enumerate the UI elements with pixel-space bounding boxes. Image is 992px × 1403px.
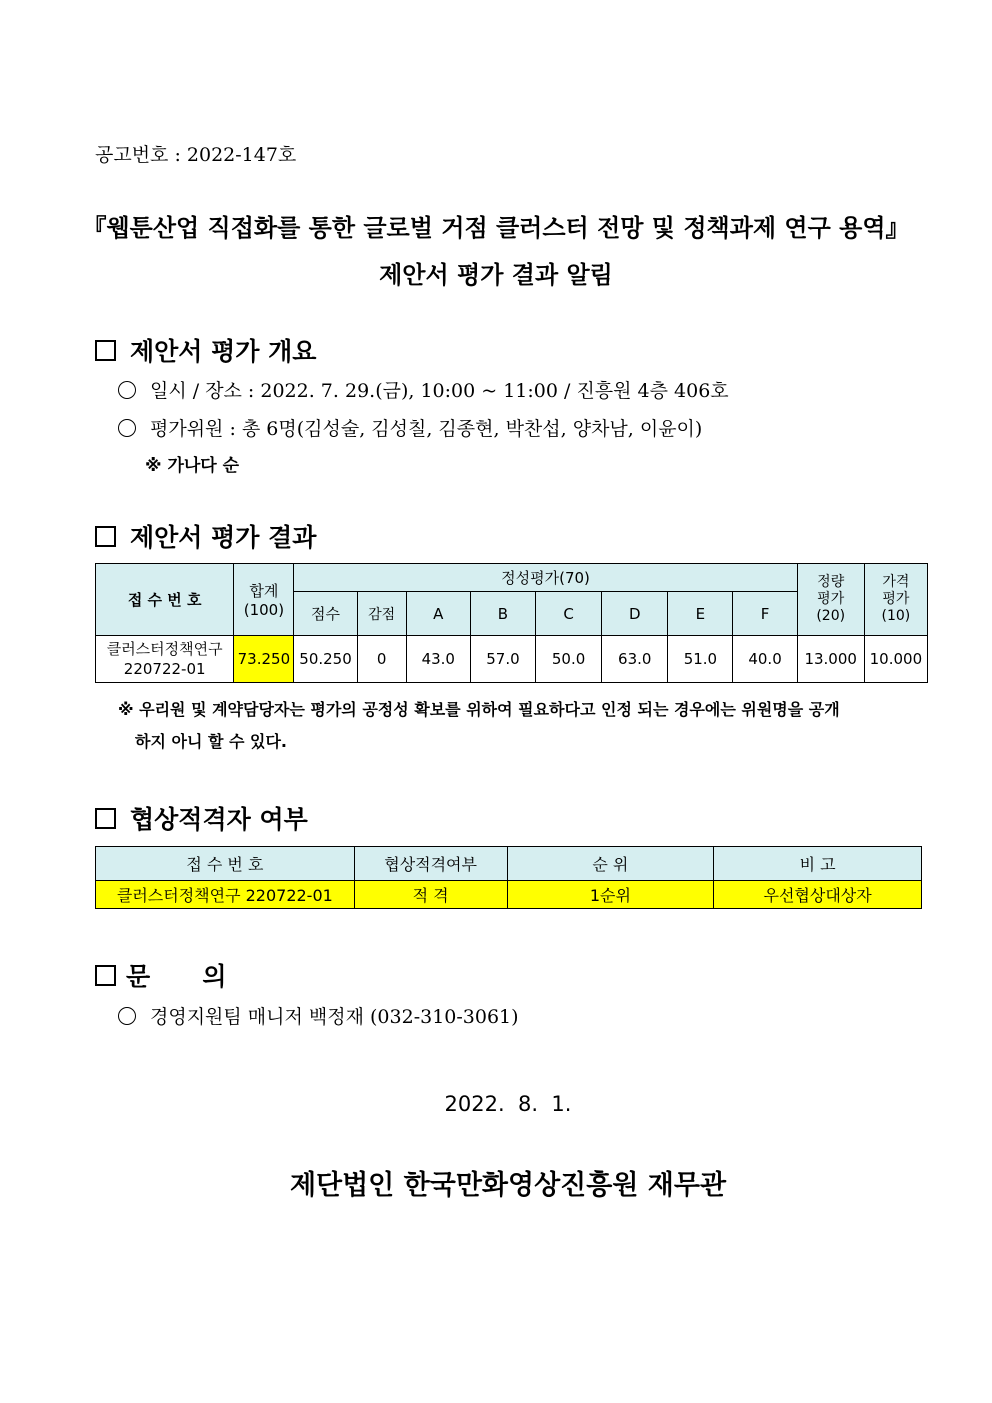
cell-deduction: 0 [357, 636, 406, 683]
notice-number: 공고번호 : 2022-147호 [95, 144, 297, 166]
issuing-organization: 제단법인 한국만화영상진흥원 재무관 [289, 1170, 727, 1201]
header-remarks: 비 고 [714, 847, 922, 881]
cell-c: 50.0 [536, 636, 602, 683]
checkbox-square-icon [95, 340, 116, 361]
header-score: 점수 [294, 592, 357, 636]
overview-schedule-item [118, 376, 729, 403]
section-inquiry-title: 문 의 [126, 962, 227, 991]
section-inquiry-heading [95, 957, 227, 993]
cell-eligibility: 적 격 [354, 881, 507, 909]
header-quantitative: 정량 평가 (20) [797, 564, 864, 636]
document-date: 2022. 8. 1. [444, 1092, 572, 1116]
cell-receipt-no: 클러스터정책연구 220722-01 [96, 636, 234, 683]
header-f: F [733, 592, 797, 636]
header-receipt-no: 접 수 번 호 [96, 847, 355, 881]
header-qualitative: 정성평가(70) [294, 564, 797, 592]
section-overview-heading [95, 332, 316, 368]
cell-f: 40.0 [733, 636, 797, 683]
document-title: 『웹툰산업 직접화를 통한 글로벌 거점 클러스터 전망 및 정책과제 연구 용역』 [82, 213, 910, 242]
header-eligibility: 협상적격여부 [354, 847, 507, 881]
cell-total: 73.250 [234, 636, 294, 683]
header-rank: 순 위 [507, 847, 714, 881]
header-deduction: 감점 [357, 592, 406, 636]
cell-b: 57.0 [470, 636, 535, 683]
cell-rank: 1순위 [507, 881, 714, 909]
section-negotiation-heading [95, 800, 308, 836]
cell-price: 10.000 [864, 636, 927, 683]
header-total: 합계 (100) [234, 564, 294, 636]
overview-note: ※ 가나다 순 [145, 456, 240, 476]
inquiry-contact-item [118, 1002, 519, 1029]
header-a: A [406, 592, 470, 636]
cell-quantitative: 13.000 [797, 636, 864, 683]
circle-bullet-icon [118, 381, 136, 399]
cell-receipt-no: 클러스터정책연구 220722-01 [96, 881, 355, 909]
circle-bullet-icon [118, 419, 136, 437]
results-table [95, 563, 928, 683]
section-overview-title: 제안서 평가 개요 [130, 337, 317, 366]
negotiation-table [95, 846, 922, 909]
header-price: 가격 평가 (10) [864, 564, 927, 636]
overview-evaluators-text: 평가위원 : 총 6명(김성술, 김성칠, 김종현, 박찬섭, 양차남, 이윤이) [150, 418, 703, 440]
checkbox-square-icon [95, 526, 116, 547]
results-note-line1: ※ 우리원 및 계약담당자는 평가의 공정성 확보를 위하여 필요하다고 인정 되는 경우에는 위원명을 공개 [118, 700, 840, 719]
overview-schedule-text: 일시 / 장소 : 2022. 7. 29.(금), 10:00 ~ 11:00 / 진흥원 4층 406호 [150, 380, 729, 402]
header-receipt-no: 접 수 번 호 [96, 564, 234, 636]
cell-e: 51.0 [668, 636, 733, 683]
section-results-heading [95, 518, 316, 554]
document-subtitle: 제안서 평가 결과 알림 [379, 260, 613, 289]
table-row [96, 881, 922, 909]
circle-bullet-icon [118, 1007, 136, 1025]
header-d: D [602, 592, 668, 636]
cell-remarks: 우선협상대상자 [714, 881, 922, 909]
checkbox-square-icon [95, 808, 116, 829]
section-negotiation-title: 협상적격자 여부 [130, 805, 308, 834]
overview-evaluators-item [118, 414, 702, 441]
cell-score: 50.250 [294, 636, 357, 683]
header-e: E [668, 592, 733, 636]
results-note-line2: 하지 아니 할 수 있다. [135, 732, 288, 751]
cell-d: 63.0 [602, 636, 668, 683]
header-c: C [536, 592, 602, 636]
table-row [96, 636, 928, 683]
checkbox-square-icon [95, 965, 116, 986]
inquiry-contact-text: 경영지원팀 매니저 백정재 (032-310-3061) [150, 1006, 519, 1028]
section-results-title: 제안서 평가 결과 [130, 523, 317, 552]
cell-a: 43.0 [406, 636, 470, 683]
header-b: B [470, 592, 535, 636]
